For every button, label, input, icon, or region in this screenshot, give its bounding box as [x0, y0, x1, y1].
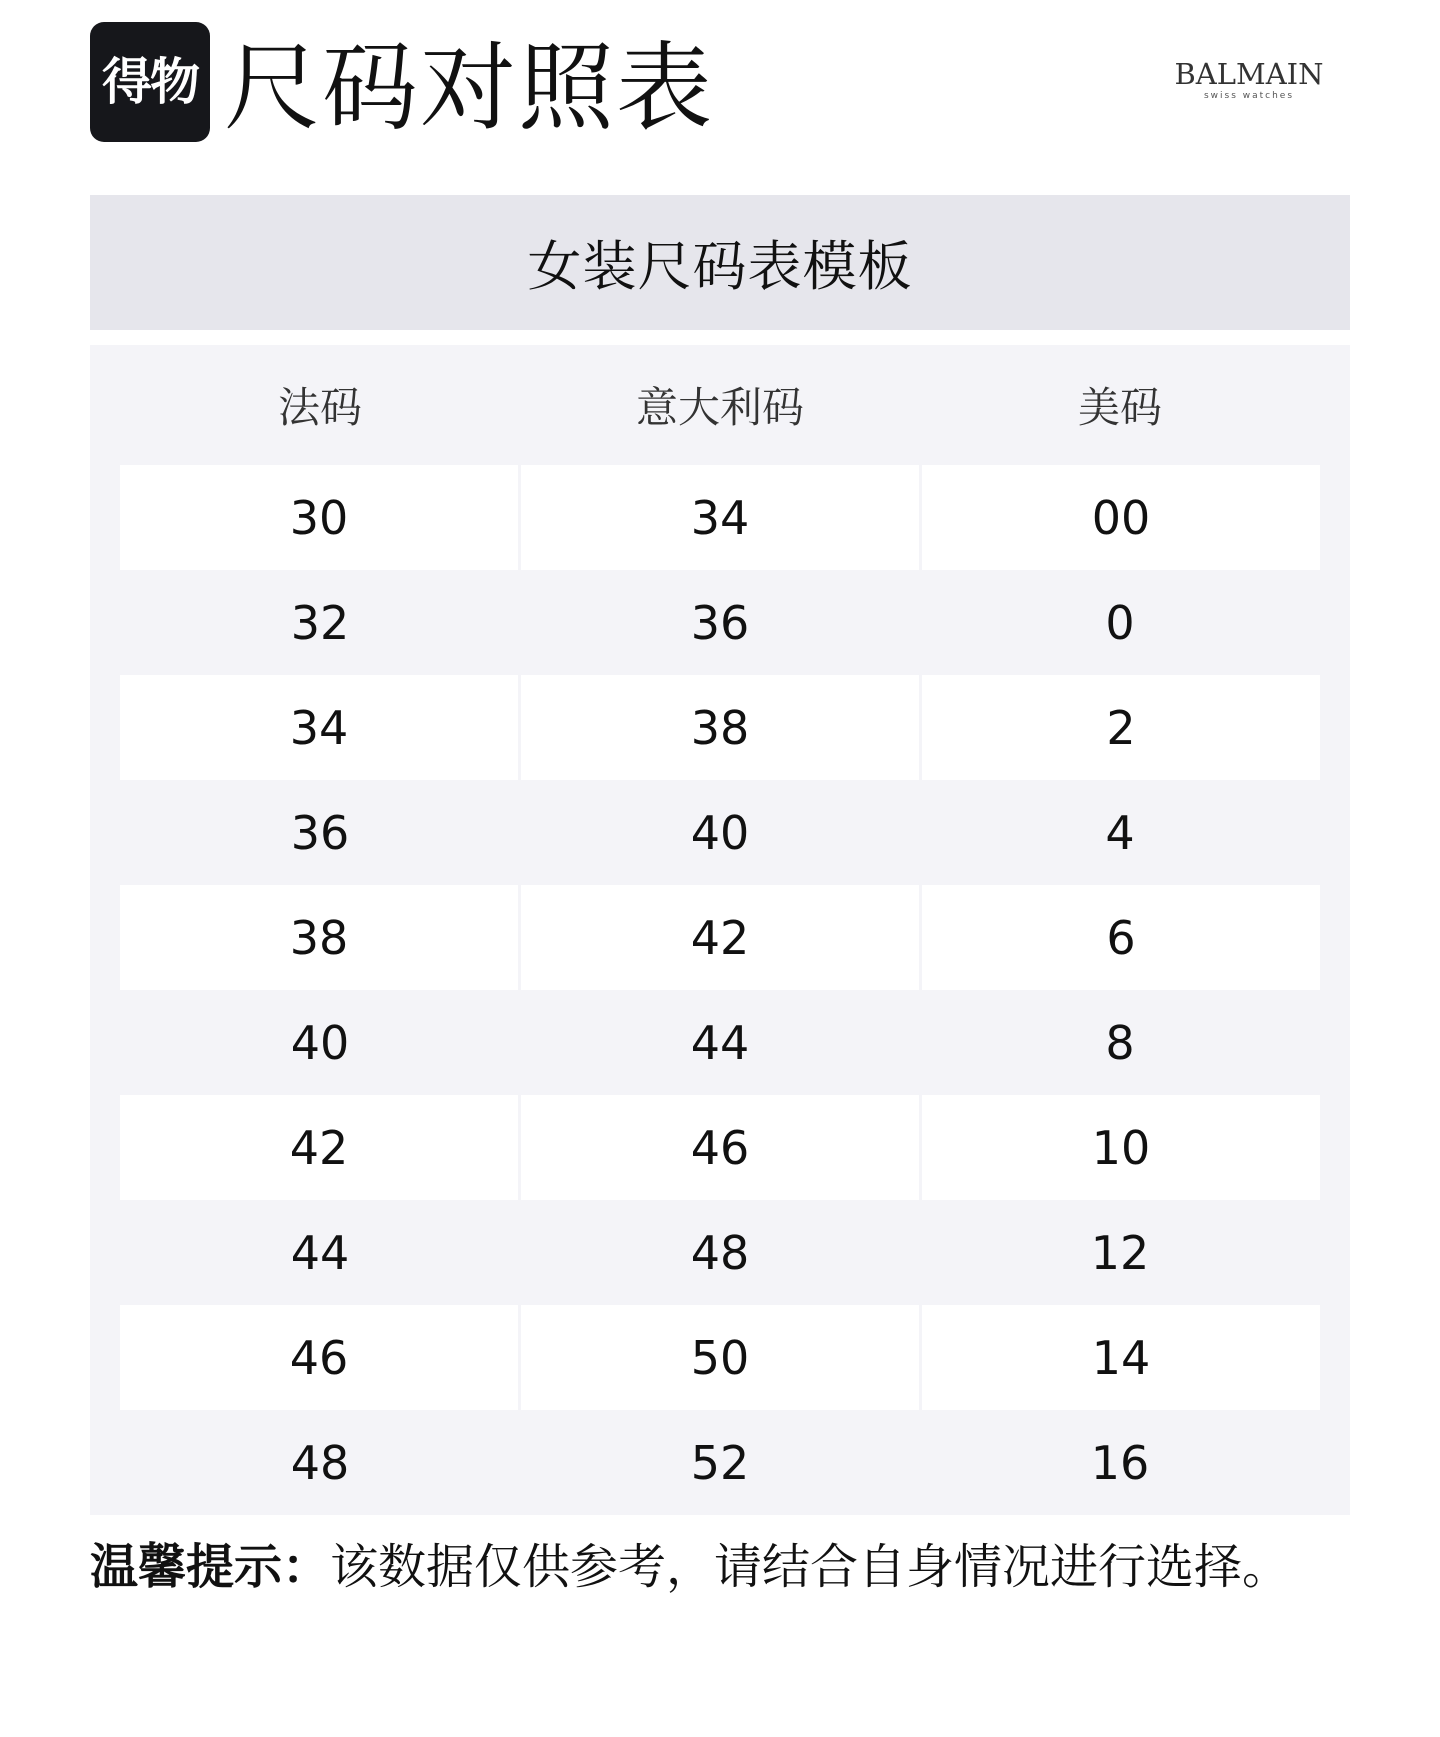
table-row: [120, 570, 1320, 675]
table-cell: 16: [1090, 1435, 1150, 1490]
table-title: 女装尺码表模板: [527, 235, 913, 298]
table-row: [120, 675, 1320, 780]
table-cell: 10: [919, 1095, 1320, 1200]
table-row: [120, 885, 1320, 990]
brand-logo: [1174, 57, 1324, 101]
table-cell: 2: [919, 675, 1320, 780]
table-cell: 48: [290, 1435, 350, 1490]
table-cell: 44: [290, 1225, 350, 1280]
table-cell: 40: [690, 805, 750, 860]
table-row: [120, 1410, 1320, 1515]
app-logo: [90, 22, 210, 142]
table-cell: 52: [690, 1435, 750, 1490]
table-cell: 00: [919, 465, 1320, 570]
table-cell: 36: [690, 595, 750, 650]
table-row: [120, 1095, 1320, 1200]
table-row: [120, 1200, 1320, 1305]
footer-note: [90, 1532, 1350, 1602]
table-cell: 34: [120, 675, 518, 780]
table-cell: 50: [518, 1305, 919, 1410]
page-title: 尺码对照表: [224, 32, 714, 144]
table-cell: 12: [1090, 1225, 1150, 1280]
table-cell: 34: [518, 465, 919, 570]
note-label: 温馨提示：: [90, 1539, 331, 1595]
table-cell: 32: [290, 595, 350, 650]
header: [90, 22, 1350, 152]
column-header-french: 法码: [277, 383, 362, 432]
brand-name: BALMAIN: [1174, 57, 1324, 91]
table-row: [120, 990, 1320, 1095]
table-cell: 6: [919, 885, 1320, 990]
table-row: [120, 780, 1320, 885]
table-header-row: [120, 345, 1320, 465]
table-row: [120, 465, 1320, 570]
table-row: [120, 1305, 1320, 1410]
table-cell: 44: [690, 1015, 750, 1070]
table-cell: 30: [120, 465, 518, 570]
table-cell: 46: [120, 1305, 518, 1410]
table-cell: 42: [518, 885, 919, 990]
column-header-italian: 意大利码: [635, 383, 804, 432]
table-cell: 48: [690, 1225, 750, 1280]
table-cell: 38: [518, 675, 919, 780]
table-cell: 4: [1105, 805, 1135, 860]
app-logo-text: 得物: [102, 53, 198, 111]
brand-tagline: swiss watches: [1203, 91, 1295, 101]
table-cell: 46: [518, 1095, 919, 1200]
table-cell: 8: [1105, 1015, 1135, 1070]
table-body: [120, 465, 1320, 1515]
table-cell: 38: [120, 885, 518, 990]
note-text: 该数据仅供参考，请结合自身情况进行选择。: [330, 1539, 1291, 1595]
column-header-us: 美码: [1077, 383, 1162, 432]
table-cell: 36: [290, 805, 350, 860]
table-cell: 40: [290, 1015, 350, 1070]
table-title-band: [90, 195, 1350, 330]
size-table: [90, 345, 1350, 1515]
table-cell: 42: [120, 1095, 518, 1200]
table-cell: 0: [1105, 595, 1135, 650]
table-cell: 14: [919, 1305, 1320, 1410]
